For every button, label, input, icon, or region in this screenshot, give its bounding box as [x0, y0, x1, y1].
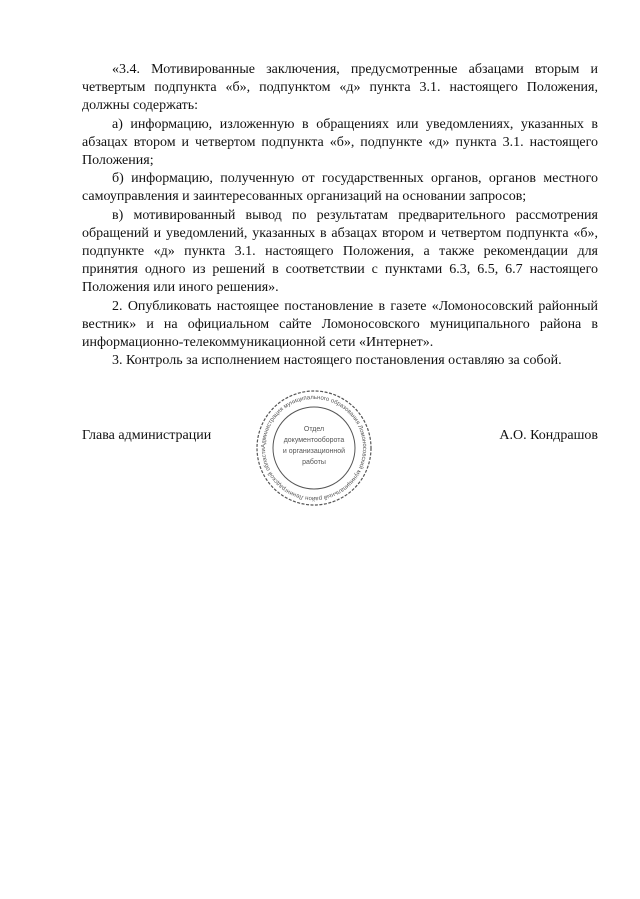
official-stamp — [254, 388, 374, 508]
stamp-center-line-1: Отдел — [303, 426, 325, 433]
paragraph-3-4: «3.4. Мотивированные заключения, предусмотренные абзацами вторым и четвертым подпункта «б», подпунктом «д» пункта 3.1. настоящего Положения, должны содержать: — [82, 62, 598, 114]
paragraph-3-control: 3. Контроль за исполнением настоящего постановления оставляю за собой. — [112, 353, 562, 369]
paragraph-v: в) мотивированный вывод по результатам предварительного рассмотрения обращений и уведомлений, указанных в абзацах втором и четвертом подпункта «б», подпункте «д» пункта 3.1. настоящего Положения, а также рекомендации для принятия одного из решений в соответствии с пунктами 6.3, 6.5, 6.7 настоящего Положения или иного решения». — [82, 207, 598, 296]
signature-block — [82, 394, 598, 542]
stamp-center-line-4: работы — [302, 459, 326, 466]
stamp-ring-text: Администрация муниципального образования Ломоносовский муниципальный район Ленинградской области — [260, 394, 368, 502]
paragraph-b: б) информацию, полученную от государственных органов, органов местного самоуправления и заинтересованных организаций на основании запросов; — [82, 171, 598, 205]
stamp-center-line-2: документооборота — [283, 437, 345, 444]
document-body — [82, 61, 598, 370]
stamp-center-line-3: и организационной — [282, 448, 346, 455]
signatory-title: Глава администрации — [82, 428, 212, 443]
paragraph-a: а) информацию, изложенную в обращениях или уведомлениях, указанных в абзацах втором и четвертом подпункта «б», подпункте «д» пункта 3.1. настоящего Положения; — [82, 116, 598, 169]
signatory-name: А.О. Кондрашов — [499, 428, 598, 443]
paragraph-2-publish: 2. Опубликовать настоящее постановление в газете «Ломоносовский районный вестник» и на официальном сайте Ломоносовского муниципального района в информационно-телекоммуникационной сети «Интернет». — [82, 298, 598, 351]
